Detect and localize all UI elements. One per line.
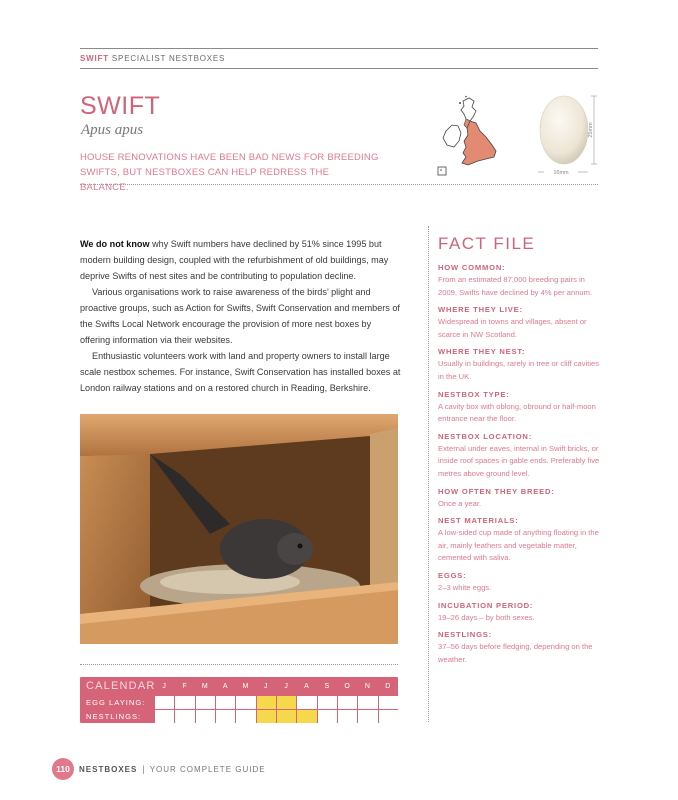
fact-label: INCUBATION PERIOD: (438, 600, 534, 610)
footer-subtitle: YOUR COMPLETE GUIDE (149, 764, 266, 774)
fact-label: NESTBOX LOCATION: (438, 431, 533, 441)
body-paragraph (80, 236, 402, 284)
fact-label: EGGS: (438, 570, 467, 580)
scotland-outline (461, 98, 476, 121)
fact-label: HOW COMMON: (438, 263, 506, 272)
fact-item (438, 600, 603, 625)
fact-label: HOW OFTEN THEY BREED: (438, 486, 555, 496)
fact-item (438, 304, 603, 341)
header-top-rule (80, 48, 598, 49)
calendar-row-nestlings (80, 709, 398, 723)
egg-width-label: 16mm (553, 170, 569, 176)
island-dot (459, 102, 461, 104)
distribution-map (436, 95, 518, 177)
ireland-outline (443, 125, 461, 147)
calendar-cell-empty (317, 695, 337, 709)
calendar-month: D (385, 682, 391, 690)
calendar-month: J (264, 682, 268, 690)
calendar-cell-empty (195, 695, 215, 709)
calendar-header-row (80, 677, 398, 695)
fact-text: Usually in buildings, rarely in tree or cliff cavities in the UK. (438, 359, 600, 381)
fact-file-list (438, 262, 603, 671)
page-number-badge: 110 (52, 758, 74, 780)
body-paragraph: Enthusiastic volunteers work with land and property owners to install large scale nestbox schemes. For instance, Swift Conservation has installed boxes at London railway stations and on a restored church in Reading, Berkshire. (80, 351, 401, 393)
calendar-row-label: NESTLINGS: (86, 711, 142, 721)
fact-item (438, 431, 603, 481)
title-divider (80, 184, 598, 185)
calendar-cell-empty (357, 695, 377, 709)
egg-icon (540, 96, 588, 164)
fact-text: Once a year. (438, 498, 482, 508)
fact-item (438, 486, 603, 511)
fact-item (438, 389, 603, 426)
map-inset-dot (440, 169, 442, 171)
calendar-cell-active (256, 709, 276, 723)
fact-file-title: FACT FILE (438, 234, 536, 253)
calendar-cell-active (256, 695, 276, 709)
calendar-month: N (364, 682, 370, 690)
calendar-month: M (201, 682, 208, 690)
calendar-month: A (222, 682, 228, 690)
calendar-cell-empty (154, 709, 174, 723)
calendar-cell-empty (378, 709, 398, 723)
article-body (80, 236, 402, 396)
calendar-cell-empty (317, 709, 337, 723)
calendar-cell-empty (378, 695, 398, 709)
calendar-cell-empty (337, 709, 357, 723)
calendar-cell-empty (215, 709, 235, 723)
calendar-cell-active (276, 695, 296, 709)
calendar-cell-empty (195, 709, 215, 723)
calendar-divider (80, 664, 398, 665)
calendar-cell-empty (174, 695, 194, 709)
calendar-cell-empty (357, 709, 377, 723)
species-title: SWIFT (80, 92, 161, 120)
header-bottom-rule (80, 68, 598, 69)
fact-label: NESTBOX TYPE: (438, 389, 510, 399)
section-header-topic: SPECIALIST NESTBOXES (111, 54, 226, 63)
fact-item (438, 570, 603, 595)
calendar-cell-empty (296, 695, 316, 709)
breeding-calendar (80, 677, 398, 723)
calendar-month: F (182, 682, 187, 690)
calendar-cell-empty (154, 695, 174, 709)
body-paragraph-text: why Swift numbers have declined by 51% since 1995 but modern building design, coupled with the refurbishment of old buildings, may deprive Swifts of nest sites and be contributing to population decline. (80, 239, 389, 281)
fact-text: Widespread in towns and villages, absent or scarce in NW Scotland. (438, 317, 587, 339)
swift-nestbox-photo (80, 414, 398, 644)
fact-item (438, 629, 603, 666)
swift-eye (298, 544, 303, 549)
calendar-cell-empty (215, 695, 235, 709)
swift-head (277, 533, 313, 565)
fact-text: A cavity box with oblong, obround or half-moon entrance near the floor. (438, 401, 596, 424)
fact-text: A low-sided cup made of anything floating in the air, mainly feathers and vegetable matter, cemented with saliva. (438, 528, 599, 563)
fact-text: From an estimated 87,000 breeding pairs in 2009, Swifts have declined by 4% per annum. (438, 275, 593, 297)
island-dot (465, 96, 467, 98)
footer-brand: NESTBOXES (79, 764, 138, 774)
calendar-month: J (284, 682, 288, 690)
fact-text: 2–3 white eggs. (438, 582, 492, 592)
intro-standfirst: HOUSE RENOVATIONS HAVE BEEN BAD NEWS FOR BREEDING SWIFTS, BUT NESTBOXES CAN HELP REDRESS THE BALANCE. (80, 152, 379, 193)
page-footer (52, 758, 266, 780)
fact-label: WHERE THEY NEST: (438, 347, 526, 357)
fact-label: NESTLINGS: (438, 630, 492, 640)
fact-label: NEST MATERIALS: (438, 516, 519, 526)
calendar-month: M (242, 682, 249, 690)
calendar-row-label: EGG LAYING: (86, 697, 146, 707)
species-latin-name: Apus apus (81, 122, 144, 138)
egg-size-illustration (530, 92, 598, 182)
calendar-cell-empty (337, 695, 357, 709)
body-paragraph: Various organisations work to raise awareness of the birds’ plight and proactive groups, such as Action for Swifts, Swift Conservation and members of the Swifts Local Network encourage the provision of more nest boxes by offering information via their websites. (80, 287, 400, 345)
fact-item (438, 346, 603, 383)
egg-height-label: 25mm (588, 122, 594, 138)
column-divider (428, 226, 429, 722)
calendar-cell-empty (174, 709, 194, 723)
calendar-month: O (344, 682, 350, 690)
calendar-cell-empty (235, 709, 255, 723)
calendar-cell-active (296, 709, 316, 723)
fact-item (438, 515, 603, 565)
calendar-cell-active (276, 709, 296, 723)
body-lead-in: We do not know (80, 239, 150, 249)
section-header-species: SWIFT (80, 54, 109, 63)
calendar-cell-empty (235, 695, 255, 709)
calendar-month: A (304, 682, 309, 690)
calendar-month: S (324, 682, 330, 690)
fact-text: 19–26 days – by both sexes. (438, 612, 535, 622)
fact-text: External under eaves, internal in Swift bricks, or inside roof spaces in gable ends. Preferably five metres above ground level. (438, 443, 600, 478)
calendar-row-egg-laying (80, 695, 398, 709)
calendar-title: CALENDAR (86, 680, 156, 692)
map-inset-box (438, 167, 446, 175)
fact-item (438, 262, 603, 299)
calendar-month: J (162, 682, 166, 690)
fact-label: WHERE THEY LIVE: (438, 305, 523, 315)
footer-separator: | (142, 764, 145, 774)
fact-text: 37–56 days before fledging, depending on the weather. (438, 642, 593, 664)
section-header (80, 54, 225, 63)
